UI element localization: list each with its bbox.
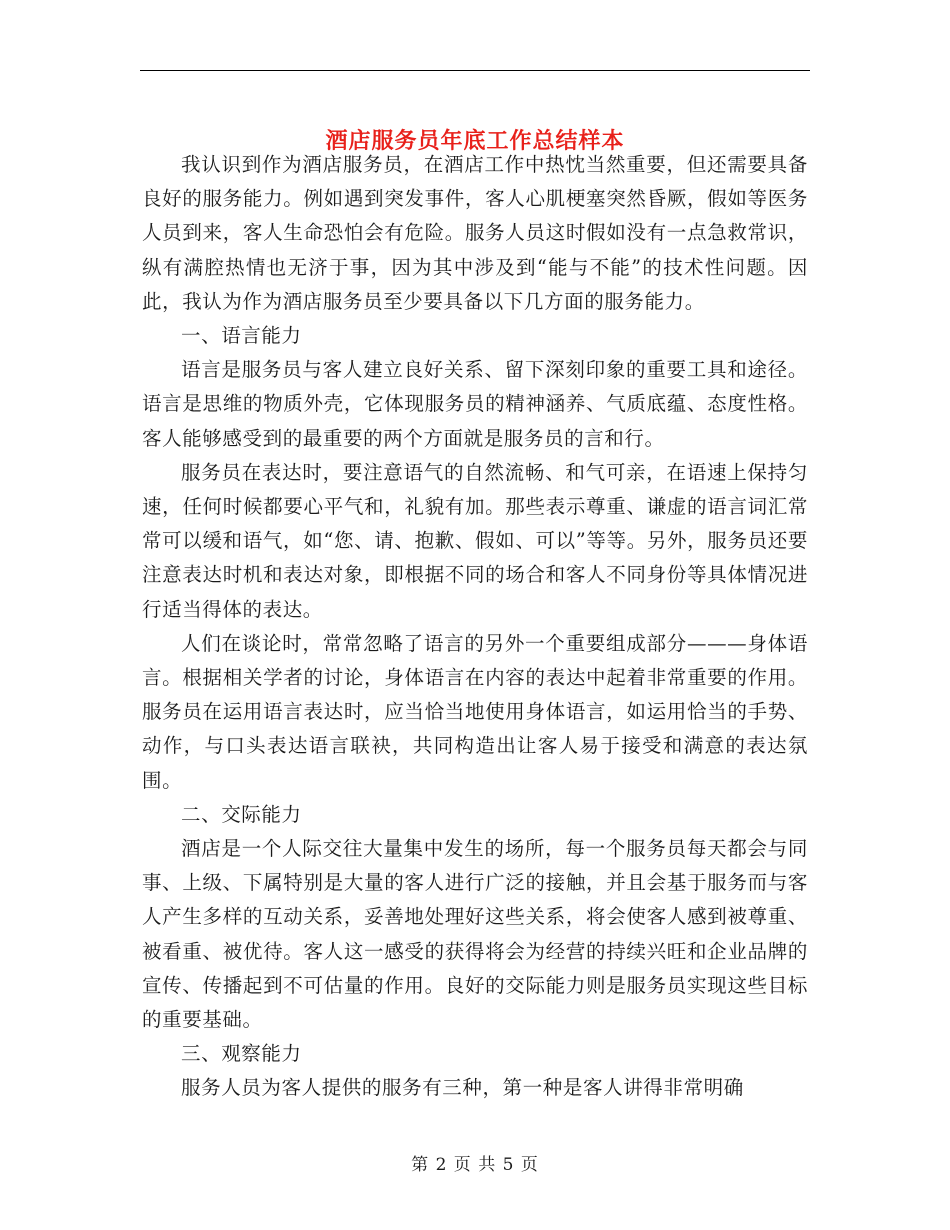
- section-heading-observation: 三、观察能力: [181, 1042, 302, 1066]
- document-title: 酒店服务员年底工作总结样本: [325, 127, 625, 154]
- paragraph-intro: 我认识到作为酒店服务员，在酒店工作中热忱当然重要，但还需要具备良好的服务能力。例如遇到突发事件，客人心肌梗塞突然昏厥，假如等医务人员到来，客人生命恐怕会有危险。服务人员这时假如没有一点急救常识，纵有满腔热情也无济于事，因为其中涉及到“能与不能”的技术性问题。因此，我认为作为酒店服务员至少要具备以下几方面的服务能力。: [142, 153, 808, 313]
- section-heading-social: 二、交际能力: [181, 802, 302, 826]
- header-rule: [140, 70, 810, 71]
- document-body: [142, 148, 808, 1106]
- paragraph-language-expression: 服务员在表达时，要注意语气的自然流畅、和气可亲，在语速上保持匀速，任何时候都要心平气和，礼貌有加。那些表示尊重、谦虚的语言词汇常常可以缓和语气，如“您、请、抱歉、假如、可以”等等。另外，服务员还要注意表达时机和表达对象，即根据不同的场合和客人不同身份等具体情况进行适当得体的表达。: [142, 460, 808, 621]
- paragraph-social-ability: 酒店是一个人际交往大量集中发生的场所，每一个服务员每天都会与同事、上级、下属特别是大量的客人进行广泛的接触，并且会基于服务而与客人产生多样的互动关系，妥善地处理好这些关系，将会使客人感到被尊重、被看重、被优待。客人这一感受的获得将会为经营的持续兴旺和企业品牌的宣传、传播起到不可估量的作用。良好的交际能力则是服务员实现这些目标的重要基础。: [142, 837, 808, 1032]
- paragraph-observation: 服务人员为客人提供的服务有三种，第一种是客人讲得非常明确: [181, 1076, 744, 1100]
- paragraph-language-role: 语言是服务员与客人建立良好关系、留下深刻印象的重要工具和途径。语言是思维的物质外壳，它体现服务员的精神涵养、气质底蕴、态度性格。客人能够感受到的最重要的两个方面就是服务员的言和行。: [142, 358, 808, 450]
- section-heading-language: 一、语言能力: [181, 324, 302, 348]
- page-number: 第 2 页 共 5 页: [411, 1155, 539, 1175]
- paragraph-body-language: 人们在谈论时，常常忽略了语言的另外一个重要组成部分———身体语言。根据相关学者的讨论，身体语言在内容的表达中起着非常重要的作用。服务员在运用语言表达时，应当恰当地使用身体语言，如运用恰当的手势、动作，与口头表达语言联袂，共同构造出让客人易于接受和满意的表达氛围。: [142, 631, 808, 792]
